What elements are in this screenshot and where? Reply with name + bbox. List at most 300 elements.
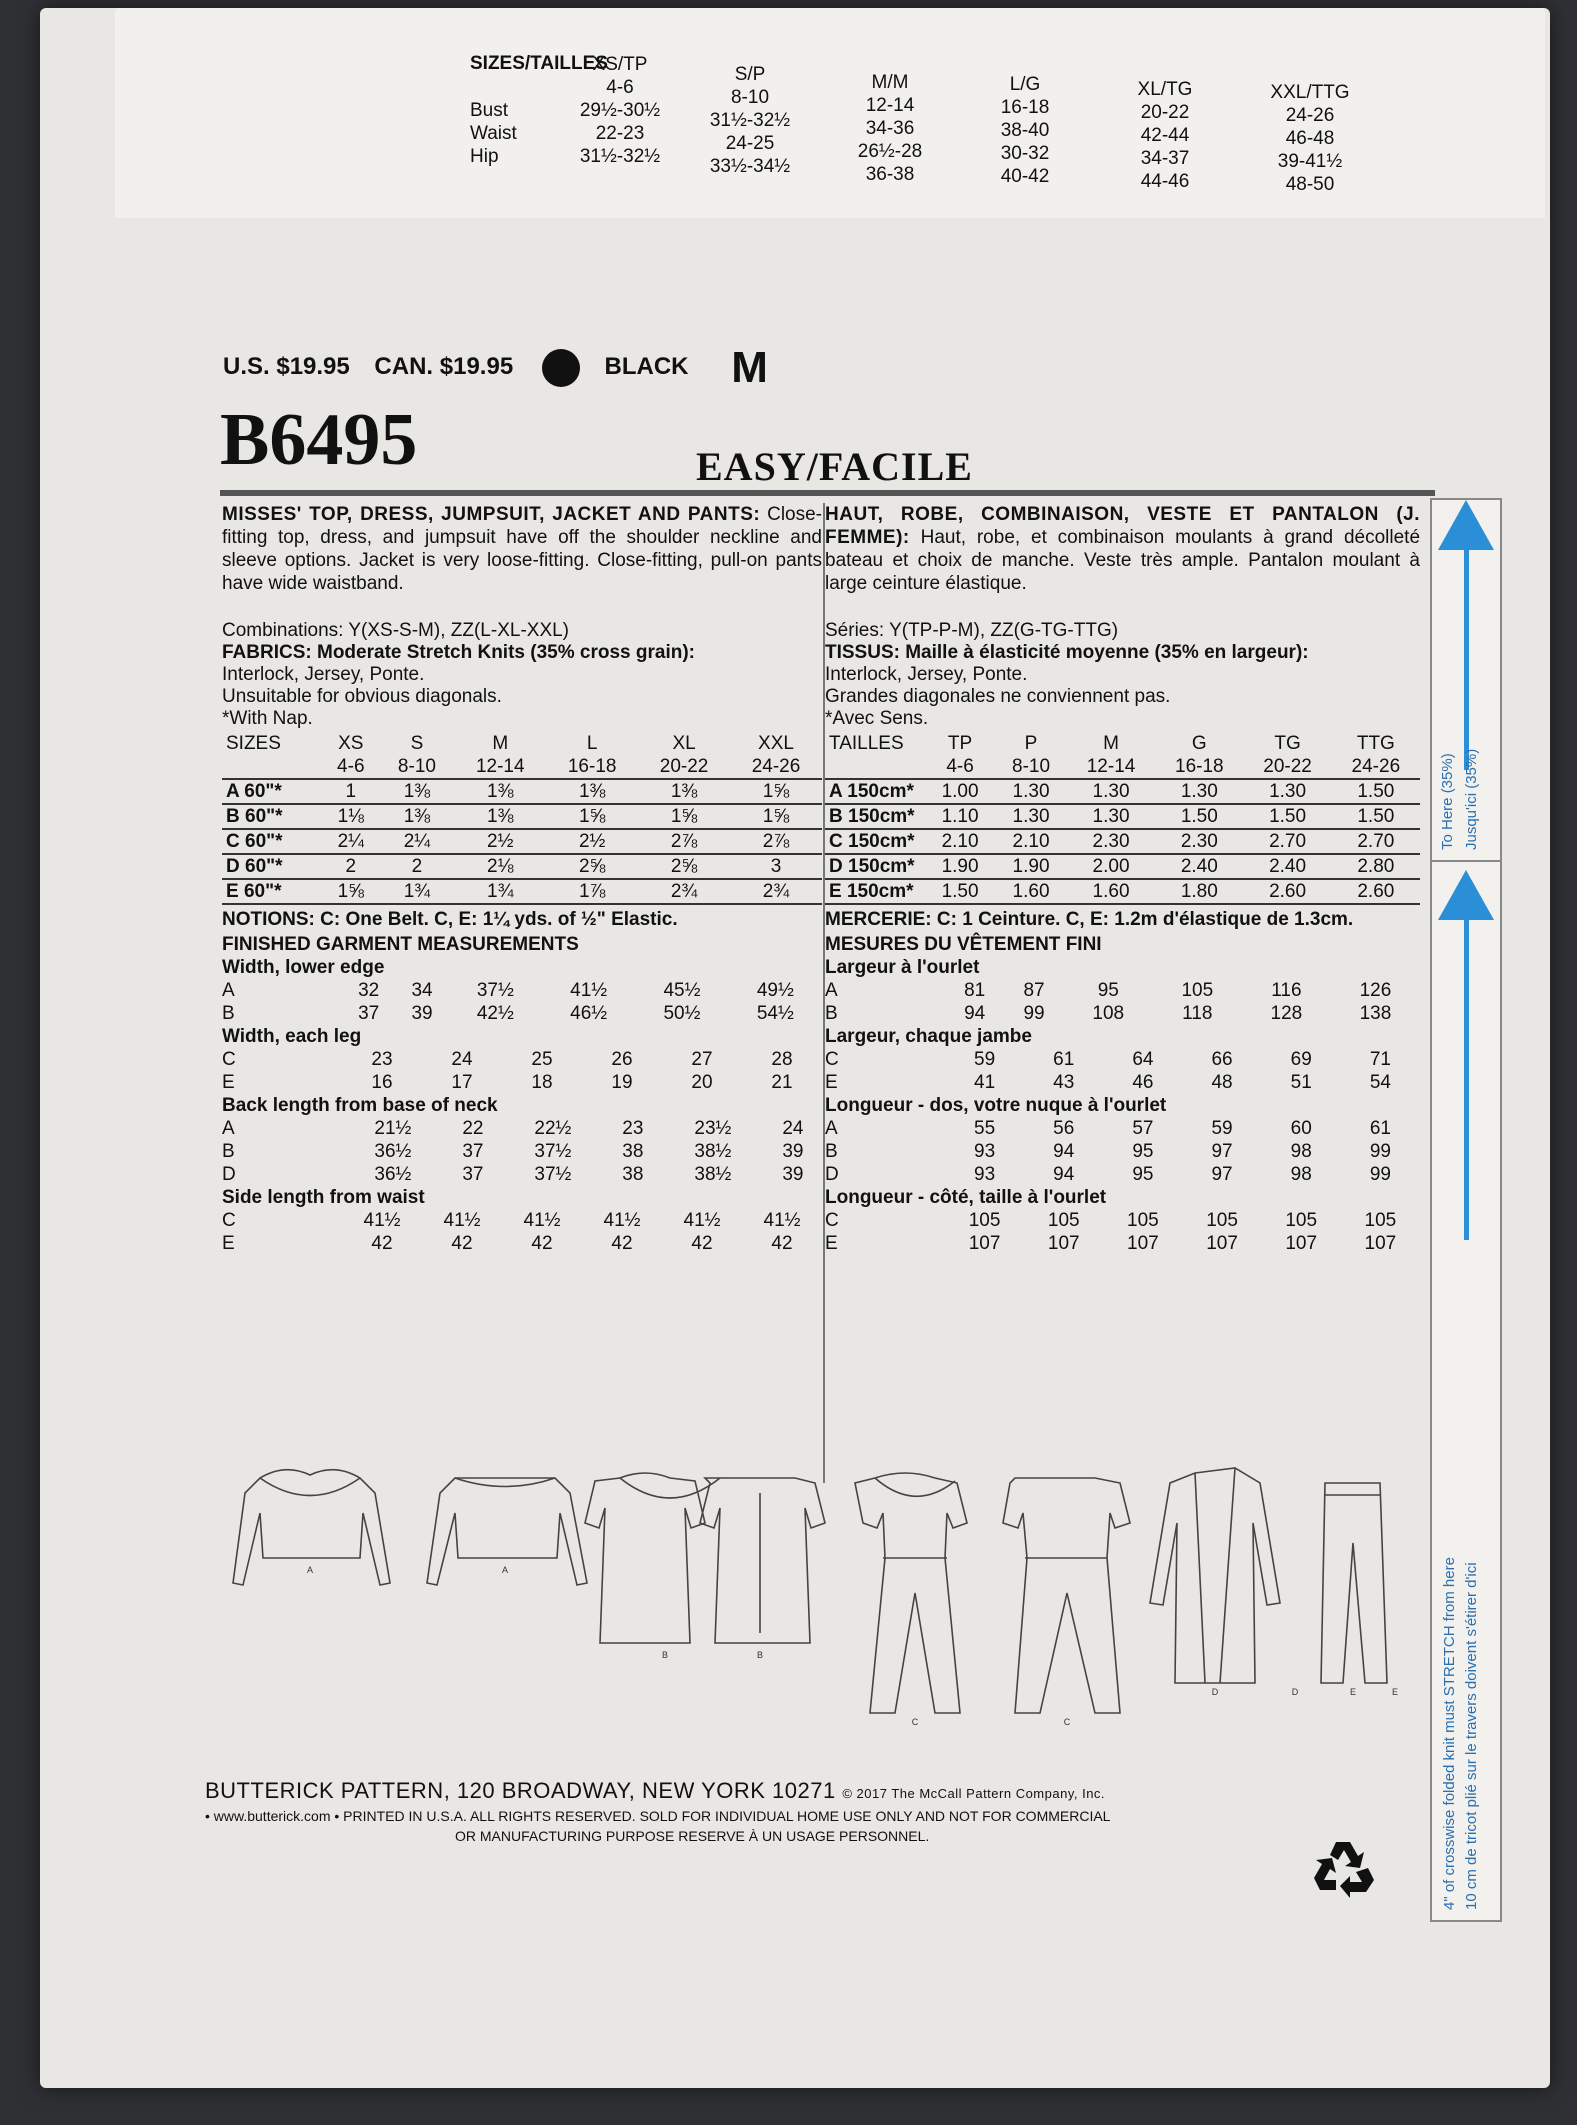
french-measurements: [825, 956, 1420, 1255]
english-notions: NOTIONS: C: One Belt. C, E: 1¼ yds. of ½" Elastic.: [222, 909, 678, 930]
measurement-cell: 54: [1369, 1071, 1391, 1093]
english-column: [222, 503, 822, 1255]
yardage-cell: D 60"*: [222, 854, 322, 879]
measurement-cell: 94: [1053, 1163, 1075, 1185]
measurement-cell: 128: [1270, 1002, 1303, 1024]
measurement-cell: 105: [1181, 979, 1214, 1001]
size-range: 4-6: [606, 77, 634, 98]
measurement-cell: 45½: [663, 979, 701, 1001]
english-description-block: [222, 503, 822, 595]
measurement-cell: 105: [1206, 1209, 1238, 1231]
measurement-cell: A: [825, 1117, 838, 1139]
jusqu-ici-label: Jusqu'ici (35%): [1463, 748, 1480, 850]
yardage-cell: 1.30: [995, 779, 1067, 804]
size-range: 20-22: [1140, 102, 1190, 123]
size-waist: 26½-28: [857, 141, 923, 162]
yardage-cell: 1⅜: [454, 779, 546, 804]
yardage-range-cell: 16-18: [1175, 755, 1224, 777]
yardage-cell: 2½: [546, 829, 638, 854]
yardage-header-cell: XXL: [758, 732, 794, 754]
measurement-cell: 97: [1211, 1140, 1233, 1162]
sketch-jumpsuit-c-front: [855, 1473, 967, 1713]
yardage-range-cell: 8-10: [397, 755, 436, 777]
yardage-range-cell: 8-10: [1012, 755, 1051, 777]
size-waist: 24-25: [725, 133, 775, 154]
measurement-row: [825, 1163, 1420, 1186]
publisher-address: [205, 1778, 1405, 1804]
size-column: [960, 73, 1090, 188]
english-combinations: Combinations: Y(XS-S-M), ZZ(L-XL-XXL): [222, 620, 570, 641]
measurement-cell: B: [222, 1002, 235, 1024]
measurement-cell: 37½: [534, 1163, 572, 1185]
publisher-address-text: BUTTERICK PATTERN, 120 BROADWAY, NEW YORK 10271: [205, 1778, 836, 1803]
measurement-row: [222, 979, 822, 1002]
yardage-cell: 2.70: [1243, 829, 1331, 854]
measurement-cell: B: [825, 1002, 838, 1024]
pattern-envelope: [40, 8, 1550, 2088]
measurement-cell: 22: [462, 1117, 484, 1139]
french-title: HAUT, ROBE, COMBINAISON, VESTE ET PANTALON (J. FEMME):: [825, 504, 1420, 548]
measurement-section-title: Longueur - dos, votre nuque à l'ourlet: [825, 1095, 1167, 1116]
french-notions: MERCERIE: C: 1 Ceinture. C, E: 1.2m d'élastique de 1.3cm.: [825, 909, 1354, 930]
size-range: 8-10: [730, 87, 770, 108]
yardage-header-cell: G: [1191, 732, 1207, 754]
size-hip: 33½-34½: [709, 156, 791, 177]
size-bust: 46-48: [1285, 128, 1335, 149]
english-fabrics-list: Interlock, Jersey, Ponte.: [222, 664, 425, 685]
english-yardage-table: [222, 732, 822, 905]
yardage-cell: 2.10: [995, 829, 1067, 854]
yardage-header-cell: SIZES: [226, 732, 281, 754]
yardage-cell: C 60"*: [222, 829, 322, 854]
measurement-row: [825, 1232, 1420, 1255]
size-size: XXL/TTG: [1270, 82, 1350, 103]
size-waist: 30-32: [1000, 143, 1050, 164]
measurement-cell: 55: [974, 1117, 996, 1139]
yardage-cell: 1⅝: [730, 804, 822, 829]
size-chart-header: SIZES/TAILLES: [470, 53, 608, 74]
yardage-cell: 2¼: [322, 829, 380, 854]
measurement-cell: 105: [1364, 1209, 1397, 1231]
measurement-cell: 39: [411, 1002, 433, 1024]
to-here-label: To Here (35%): [1439, 753, 1456, 850]
measurement-cell: E: [825, 1232, 838, 1254]
measurement-cell: 107: [1206, 1232, 1238, 1254]
yardage-header-cell: S: [410, 732, 424, 754]
yardage-cell: 1.50: [1332, 779, 1420, 804]
header-rule: [220, 490, 1435, 496]
measurement-cell: C: [222, 1048, 236, 1070]
color-label: BLACK: [604, 353, 689, 381]
row-label-waist: Waist: [470, 123, 517, 144]
measurement-cell: 39: [782, 1140, 804, 1162]
measurement-section-title: Width, lower edge: [222, 957, 385, 978]
yardage-header-cell: M: [492, 732, 509, 754]
yardage-cell: 2¾: [730, 879, 822, 904]
measurement-cell: 42: [371, 1232, 393, 1254]
measurement-cell: 48: [1211, 1071, 1233, 1093]
yardage-cell: 1⅜: [380, 804, 455, 829]
measurement-cell: 105: [1285, 1209, 1318, 1231]
yardage-cell: 1¾: [454, 879, 546, 904]
pattern-info-card: [160, 178, 1550, 2078]
measurement-table: [825, 1048, 1420, 1094]
easy-label: EASY/FACILE: [696, 444, 973, 489]
yardage-range-cell: 16-18: [567, 755, 617, 777]
measurement-row: [222, 1209, 822, 1232]
us-price: U.S. $19.95: [223, 353, 350, 381]
yardage-cell: 1.30: [995, 804, 1067, 829]
price-line: [223, 343, 786, 393]
yardage-cell: 1.50: [1243, 804, 1331, 829]
measurement-cell: 49½: [756, 979, 794, 1001]
yardage-cell: B 60"*: [222, 804, 322, 829]
measurement-cell: B: [825, 1140, 838, 1162]
yardage-row: [222, 779, 822, 804]
measurement-cell: 116: [1271, 979, 1302, 1001]
measurement-cell: 54½: [756, 1002, 794, 1024]
yardage-cell: 2¼: [380, 829, 455, 854]
measurement-cell: 98: [1290, 1140, 1312, 1162]
measurement-cell: 108: [1092, 1002, 1125, 1024]
yardage-cell: 2: [322, 854, 380, 879]
yardage-cell: 1⅝: [730, 779, 822, 804]
measurement-table: [825, 1209, 1420, 1255]
stretch-instruction-en: 4" of crosswise folded knit must STRETCH from here: [1441, 1557, 1458, 1910]
yardage-range-cell: [825, 755, 925, 779]
measurement-row: [825, 1140, 1420, 1163]
yardage-cell: 1: [322, 779, 380, 804]
measurement-cell: E: [222, 1071, 235, 1093]
measurement-cell: 93: [974, 1140, 996, 1162]
measurement-cell: A: [222, 1117, 235, 1139]
yardage-cell: 1.30: [1067, 804, 1155, 829]
measurement-row: [222, 1117, 822, 1140]
measurement-cell: 36½: [374, 1140, 412, 1162]
measurement-cell: 94: [964, 1002, 986, 1024]
measurement-table: [222, 1048, 822, 1094]
sketch-view-label: C: [911, 1717, 919, 1727]
yardage-cell: 1⅜: [454, 804, 546, 829]
size-size: L/G: [1009, 74, 1041, 95]
yardage-cell: 2⅝: [638, 854, 730, 879]
measurement-cell: 46½: [570, 1002, 608, 1024]
yardage-cell: 2¾: [638, 879, 730, 904]
measurement-row: [825, 1071, 1420, 1094]
yardage-range-cell: 4-6: [946, 755, 974, 777]
garment-sketches: [215, 1433, 1415, 1733]
size-size: M/M: [871, 72, 909, 93]
sketch-view-label: D: [1291, 1687, 1299, 1697]
size-column: [555, 53, 685, 168]
measurement-cell: 93: [974, 1163, 996, 1185]
yardage-cell: 2.80: [1332, 854, 1420, 879]
stretch-instruction-fr: 10 cm de tricot plié sur le travers doivent s'étirer d'ici: [1463, 1562, 1480, 1910]
measurement-cell: 69: [1290, 1048, 1312, 1070]
measurement-cell: 43: [1053, 1071, 1075, 1093]
measurement-cell: 42: [771, 1232, 793, 1254]
measurement-cell: 38½: [694, 1140, 732, 1162]
measurement-table: [825, 1117, 1420, 1186]
measurement-row: [222, 1048, 822, 1071]
yardage-range-cell: 24-26: [751, 755, 801, 777]
measurement-cell: 38½: [694, 1163, 732, 1185]
measurement-cell: 18: [531, 1071, 553, 1093]
yardage-row: [825, 879, 1420, 904]
size-bust: 31½-32½: [709, 110, 791, 131]
yardage-cell: 1.60: [995, 879, 1067, 904]
measurement-row: [222, 1002, 822, 1025]
measurement-section-title: Width, each leg: [222, 1026, 362, 1047]
measurement-cell: 39: [782, 1163, 804, 1185]
yardage-cell: E 60"*: [222, 879, 322, 904]
measurement-cell: 66: [1211, 1048, 1233, 1070]
yardage-header-cell: TG: [1274, 732, 1301, 754]
measurement-table: [222, 979, 822, 1025]
measurement-cell: 37½: [534, 1140, 572, 1162]
measurement-cell: 37½: [476, 979, 514, 1001]
footer: [205, 1778, 1405, 1844]
french-combinations: Séries: Y(TP-P-M), ZZ(G-TG-TTG): [825, 620, 1119, 641]
size-waist: 34-37: [1140, 148, 1190, 169]
yardage-cell: 2.60: [1243, 879, 1331, 904]
yardage-row: [222, 804, 822, 829]
french-column: [825, 503, 1420, 1255]
measurement-cell: D: [825, 1163, 839, 1185]
measurement-cell: 20: [691, 1071, 713, 1093]
measurement-cell: 23: [371, 1048, 393, 1070]
yardage-cell: 3: [730, 854, 822, 879]
size-hip: 48-50: [1285, 174, 1335, 195]
english-finished-title: FINISHED GARMENT MEASUREMENTS: [222, 934, 579, 955]
measurement-row: [825, 979, 1420, 1002]
yardage-cell: 1.60: [1067, 879, 1155, 904]
measurement-cell: E: [825, 1071, 838, 1093]
measurement-cell: 34: [411, 979, 433, 1001]
measurement-cell: 64: [1132, 1048, 1154, 1070]
measurement-cell: 118: [1182, 1002, 1213, 1024]
measurement-cell: 28: [771, 1048, 793, 1070]
size-bust: 38-40: [1000, 120, 1050, 141]
size-size: S/P: [734, 64, 766, 85]
size-waist: 22-23: [595, 123, 645, 144]
size-hip: 44-46: [1140, 171, 1190, 192]
arrow-shaft: [1464, 920, 1469, 1240]
gauge-divider: [1432, 860, 1500, 862]
measurement-cell: 38: [622, 1140, 644, 1162]
french-unsuitable: Grandes diagonales ne conviennent pas.: [825, 686, 1171, 707]
yardage-cell: 1.00: [925, 779, 995, 804]
measurement-cell: 17: [451, 1071, 473, 1093]
yardage-cell: 1.50: [925, 879, 995, 904]
measurement-cell: 37: [462, 1163, 484, 1185]
size-column: [685, 63, 815, 178]
measurement-cell: 42: [611, 1232, 633, 1254]
yardage-cell: 2: [380, 854, 455, 879]
measurement-cell: 41½: [570, 979, 608, 1001]
measurement-cell: A: [825, 979, 838, 1001]
measurement-cell: E: [222, 1232, 235, 1254]
yardage-header-cell: TAILLES: [829, 732, 904, 754]
yardage-cell: 1⅝: [638, 804, 730, 829]
measurement-cell: 38: [622, 1163, 644, 1185]
measurement-cell: 32: [358, 979, 380, 1001]
yardage-cell: 2.40: [1243, 854, 1331, 879]
measurement-cell: A: [222, 979, 235, 1001]
measurement-cell: B: [222, 1140, 235, 1162]
measurement-table: [825, 979, 1420, 1025]
legal-line-2: OR MANUFACTURING PURPOSE RESERVE À UN USAGE PERSONNEL.: [455, 1828, 930, 1844]
measurement-row: [222, 1232, 822, 1255]
measurement-cell: 95: [1132, 1140, 1154, 1162]
measurement-section-title: Back length from base of neck: [222, 1095, 498, 1116]
can-price: CAN. $19.95: [374, 353, 514, 381]
measurement-cell: 41½: [683, 1209, 721, 1231]
size-bust: 34-36: [865, 118, 915, 139]
yardage-cell: 2.00: [1067, 854, 1155, 879]
size-waist: 39-41½: [1277, 151, 1343, 172]
yardage-cell: 1⅜: [546, 779, 638, 804]
yardage-cell: 2.70: [1332, 829, 1420, 854]
measurement-cell: 36½: [374, 1163, 412, 1185]
yardage-cell: 2.60: [1332, 879, 1420, 904]
pattern-number: B6495: [220, 399, 418, 481]
french-fabrics-title: TISSUS: Maille à élasticité moyenne (35% en largeur):: [825, 642, 1309, 663]
measurement-section-title: Side length from waist: [222, 1187, 425, 1208]
yardage-cell: 1.90: [925, 854, 995, 879]
measurement-cell: 57: [1132, 1117, 1154, 1139]
yardage-cell: 1.50: [1155, 804, 1243, 829]
yardage-row: [222, 829, 822, 854]
size-hip: 36-38: [865, 164, 915, 185]
yardage-cell: 1⅝: [322, 879, 380, 904]
measurement-cell: 105: [1127, 1209, 1159, 1231]
english-with-nap: *With Nap.: [222, 708, 313, 729]
measurement-cell: 42½: [476, 1002, 514, 1024]
french-finished-title: MESURES DU VÊTEMENT FINI: [825, 934, 1102, 955]
arrow-up-icon: [1438, 500, 1494, 550]
measurement-cell: 107: [1364, 1232, 1397, 1254]
measurement-cell: 41½: [523, 1209, 561, 1231]
yardage-header-cell: P: [1024, 732, 1038, 754]
sketch-view-label: B: [756, 1650, 764, 1660]
yardage-header-cell: TP: [947, 732, 973, 754]
measurement-cell: C: [222, 1209, 236, 1231]
yardage-cell: 1⅛: [322, 804, 380, 829]
measurement-cell: 99: [1369, 1163, 1391, 1185]
yardage-cell: 1.50: [1332, 804, 1420, 829]
measurement-cell: 61: [1053, 1048, 1075, 1070]
yardage-cell: 1⅝: [546, 804, 638, 829]
yardage-row: [825, 804, 1420, 829]
size-size: XS/TP: [592, 54, 648, 75]
measurement-section-title: Largeur, chaque jambe: [825, 1026, 1032, 1047]
measurement-cell: 23½: [694, 1117, 732, 1139]
size-range: 16-18: [1000, 97, 1050, 118]
measurement-table: [222, 1117, 822, 1186]
measurement-cell: 105: [968, 1209, 1001, 1231]
measurement-row: [825, 1048, 1420, 1071]
measurement-cell: 61: [1369, 1117, 1391, 1139]
measurement-cell: 95: [1097, 979, 1119, 1001]
measurement-cell: 37: [358, 1002, 380, 1024]
row-label-bust: Bust: [470, 100, 509, 121]
yardage-range-cell: 12-14: [475, 755, 525, 777]
yardage-row: [825, 854, 1420, 879]
yardage-cell: A 150cm*: [825, 779, 925, 804]
yardage-cell: 1.90: [995, 854, 1067, 879]
measurement-cell: 81: [964, 979, 986, 1001]
yardage-cell: 1.30: [1243, 779, 1331, 804]
sketch-view-label: E: [1349, 1687, 1357, 1697]
yardage-cell: 2⅞: [638, 829, 730, 854]
measurement-cell: 41½: [443, 1209, 481, 1231]
yardage-cell: 1.10: [925, 804, 995, 829]
recycle-icon: [1308, 1838, 1378, 1900]
measurement-row: [222, 1140, 822, 1163]
measurement-cell: 37: [462, 1140, 484, 1162]
measurement-cell: 126: [1359, 979, 1392, 1001]
size-range: 12-14: [865, 95, 915, 116]
yardage-cell: 2⅝: [546, 854, 638, 879]
measurement-cell: 107: [968, 1232, 1001, 1254]
measurement-cell: 41½: [603, 1209, 641, 1231]
yardage-header-cell: XL: [672, 732, 696, 754]
sketch-view-label: A: [501, 1565, 509, 1575]
measurement-cell: 138: [1359, 1002, 1392, 1024]
measurement-cell: 46: [1132, 1071, 1154, 1093]
sketch-pants-e: [1321, 1483, 1387, 1683]
measurement-cell: 99: [1023, 1002, 1045, 1024]
english-measurements: [222, 956, 822, 1255]
yardage-cell: 2.10: [925, 829, 995, 854]
english-unsuitable: Unsuitable for obvious diagonals.: [222, 686, 502, 707]
measurement-cell: 59: [1211, 1117, 1233, 1139]
yardage-range-cell: 4-6: [337, 755, 365, 777]
price-code: M: [731, 343, 768, 392]
yardage-cell: 1¾: [380, 879, 455, 904]
measurement-cell: 26: [611, 1048, 633, 1070]
yardage-header-cell: XS: [338, 732, 364, 754]
size-bust: 42-44: [1140, 125, 1190, 146]
arrow-up-icon: [1438, 870, 1494, 920]
sketch-dress-b-back: [700, 1478, 825, 1643]
measurement-cell: 41: [974, 1071, 996, 1093]
sketch-view-label: D: [1211, 1687, 1219, 1697]
measurement-cell: C: [825, 1209, 839, 1231]
size-column: [825, 71, 955, 186]
yardage-header-cell: TTG: [1356, 732, 1395, 754]
yardage-cell: 1.30: [1067, 779, 1155, 804]
yardage-cell: D 150cm*: [825, 854, 925, 879]
measurement-table: [222, 1209, 822, 1255]
measurement-cell: 107: [1285, 1232, 1318, 1254]
price-dot-icon: [542, 349, 580, 387]
yardage-cell: 1⅞: [546, 879, 638, 904]
yardage-cell: 2.40: [1155, 854, 1243, 879]
yardage-range-cell: 12-14: [1086, 755, 1136, 777]
measurement-cell: 98: [1290, 1163, 1312, 1185]
measurement-cell: 23: [622, 1117, 644, 1139]
yardage-range-cell: [222, 755, 322, 779]
measurement-cell: 27: [691, 1048, 713, 1070]
yardage-cell: 2.30: [1155, 829, 1243, 854]
measurement-cell: 42: [531, 1232, 553, 1254]
size-size: XL/TG: [1137, 79, 1193, 100]
sketch-view-label: E: [1391, 1687, 1399, 1697]
measurement-cell: 41½: [763, 1209, 801, 1231]
yardage-cell: B 150cm*: [825, 804, 925, 829]
